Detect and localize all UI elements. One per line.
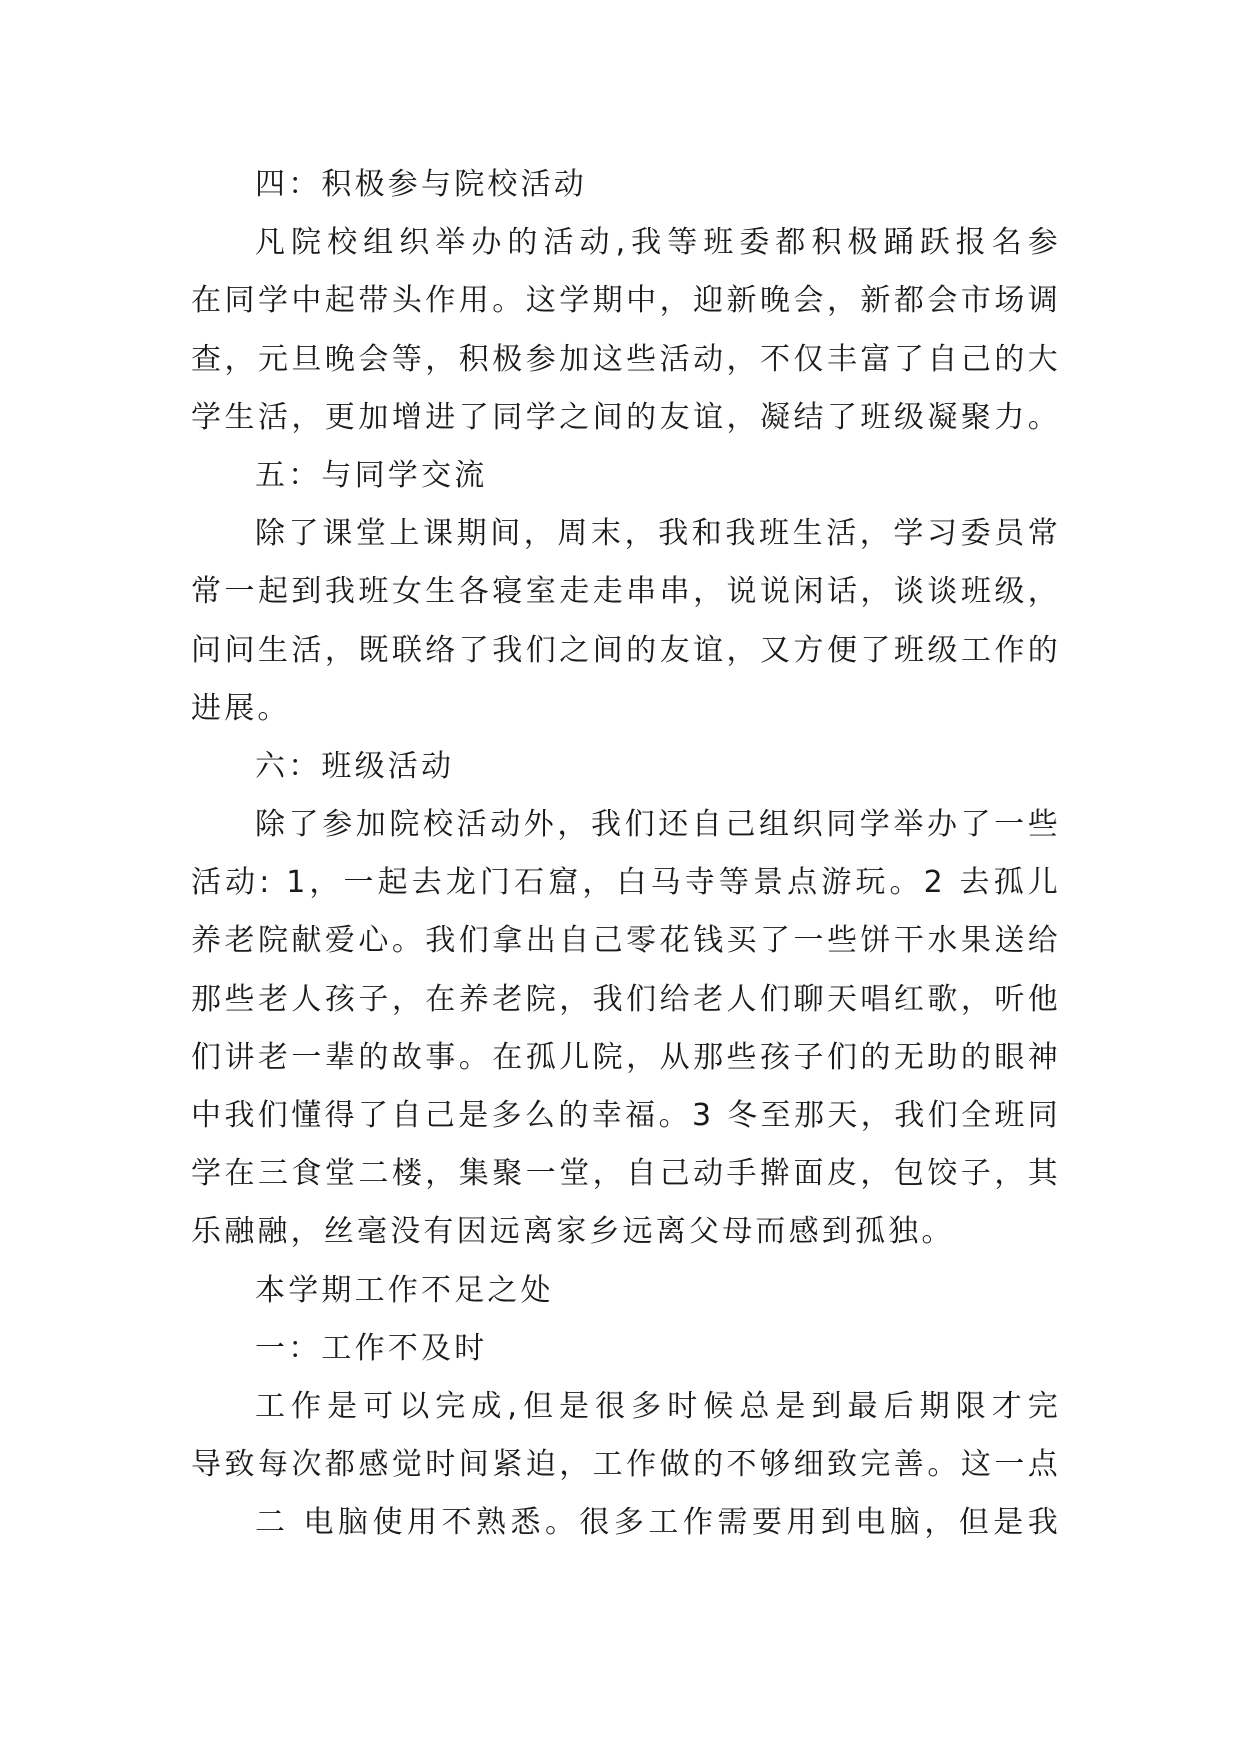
text-line: 在同学中起带头作用。这学期中，迎新晚会，新都会市场调 (191, 283, 1061, 319)
document-body (191, 156, 1061, 1553)
text-line: 除了课堂上课期间，周末，我和我班生活，学习委员常 (255, 516, 1061, 552)
text-line: 乐融融，丝毫没有因远离家乡远离父母而感到孤独。 (191, 1214, 955, 1250)
text-line: 六：班级活动 (255, 748, 455, 784)
text-line: 工作是可以完成,但是很多时候总是到最后期限才完 (255, 1388, 1061, 1424)
text-line: 四：积极参与院校活动 (255, 167, 587, 202)
text-line: 学生活，更加增进了同学之间的友谊，凝结了班级凝聚力。 (191, 399, 1061, 435)
text-line: 导致每次都感觉时间紧迫，工作做的不够细致完善。这一点 (191, 1447, 1061, 1483)
text-line: 进展。 (191, 690, 291, 726)
text-line: 五：与同学交流 (255, 457, 488, 493)
text-line: 中我们懂得了自己是多么的幸福。3 冬至那天，我们全班同 (191, 1098, 1061, 1133)
text-line: 养老院献爱心。我们拿出自己零花钱买了一些饼干水果送给 (191, 923, 1061, 959)
text-line: 本学期工作不足之处 (255, 1272, 554, 1308)
text-line: 们讲老一辈的故事。在孤儿院，从那些孩子们的无助的眼神 (191, 1039, 1061, 1075)
text-line: 常一起到我班女生各寝室走走串串，说说闲话，谈谈班级， (191, 574, 1061, 610)
text-line: 学在三食堂二楼，集聚一堂，自己动手擀面皮，包饺子，其 (191, 1156, 1061, 1192)
text-line: 活动: 1，一起去龙门石窟，白马寺等景点游玩。2 去孤儿 (191, 865, 1061, 901)
text-line: 查，元旦晚会等，积极参加这些活动，不仅丰富了自己的大 (191, 341, 1061, 377)
text-line: 二 电脑使用不熟悉。很多工作需要用到电脑，但是我 (255, 1505, 1061, 1541)
text-line: 一：工作不及时 (255, 1330, 488, 1366)
text-line: 那些老人孩子，在养老院，我们给老人们聊天唱红歌，听他 (191, 981, 1061, 1017)
text-line: 问问生活，既联络了我们之间的友谊，又方便了班级工作的 (191, 632, 1061, 668)
text-line: 除了参加院校活动外，我们还自己组织同学举办了一些 (255, 807, 1061, 843)
text-line: 凡院校组织举办的活动,我等班委都积极踊跃报名参 (255, 225, 1061, 261)
